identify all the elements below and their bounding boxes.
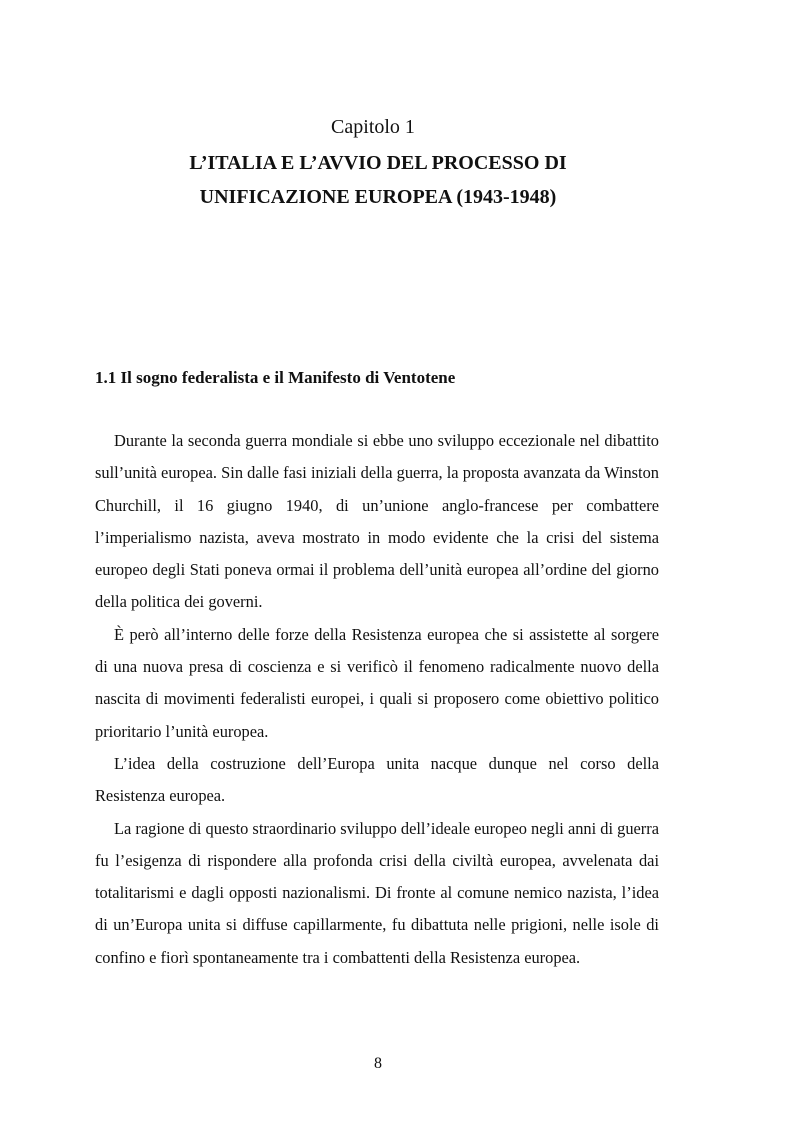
section-heading: 1.1 Il sogno federalista e il Manifesto di Ventotene [95, 368, 456, 387]
paragraph: È però all’interno delle forze della Resistenza europea che si assistette al sorgere di una nuova presa di coscienza e si verificò il fenomeno radicalmente nuovo della nascita di movimenti federalisti europei, i quali si proposero come obiettivo politico prioritario l’unità europea. [95, 624, 659, 741]
page-number: 8 [374, 1055, 382, 1072]
paragraph: La ragione di questo straordinario sviluppo dell’ideale europeo negli anni di guerra fu l’esigenza di rispondere alla profonda crisi della civiltà europea, avvelenata dai totalitarismi e dagli opposti nazionalismi. Di fronte al comune nemico nazista, l’idea di un’Europa unita si diffuse capillarmente, fu dibattuta nelle prigioni, nelle isole di confino e fiorì spontaneamente tra i combattenti della Resistenza europea. [95, 818, 659, 967]
chapter-label: Capitolo 1 [331, 116, 415, 138]
paragraph: Durante la seconda guerra mondiale si ebbe uno sviluppo eccezionale nel dibattito sull’unità europea. Sin dalle fasi iniziali della guerra, la proposta avanzata da Winston Churchill, il 16 giugno 1940, di un’unione anglo-francese per combattere l’imperialismo nazista, aveva mostrato in modo evidente che la crisi del sistema europeo degli Stati poneva ormai il problema dell’unità europea all’ordine del giorno della politica dei governi. [95, 431, 659, 612]
chapter-title [0, 146, 756, 214]
body-text [95, 425, 659, 974]
paragraph: L’idea della costruzione dell’Europa unita nacque dunque nel corso della Resistenza europea. [95, 753, 659, 806]
chapter-title-line-2: UNIFICAZIONE EUROPEA (1943-1948) [199, 186, 557, 208]
chapter-title-line-1: L’ITALIA E L’AVVIO DEL PROCESSO DI [189, 152, 567, 174]
